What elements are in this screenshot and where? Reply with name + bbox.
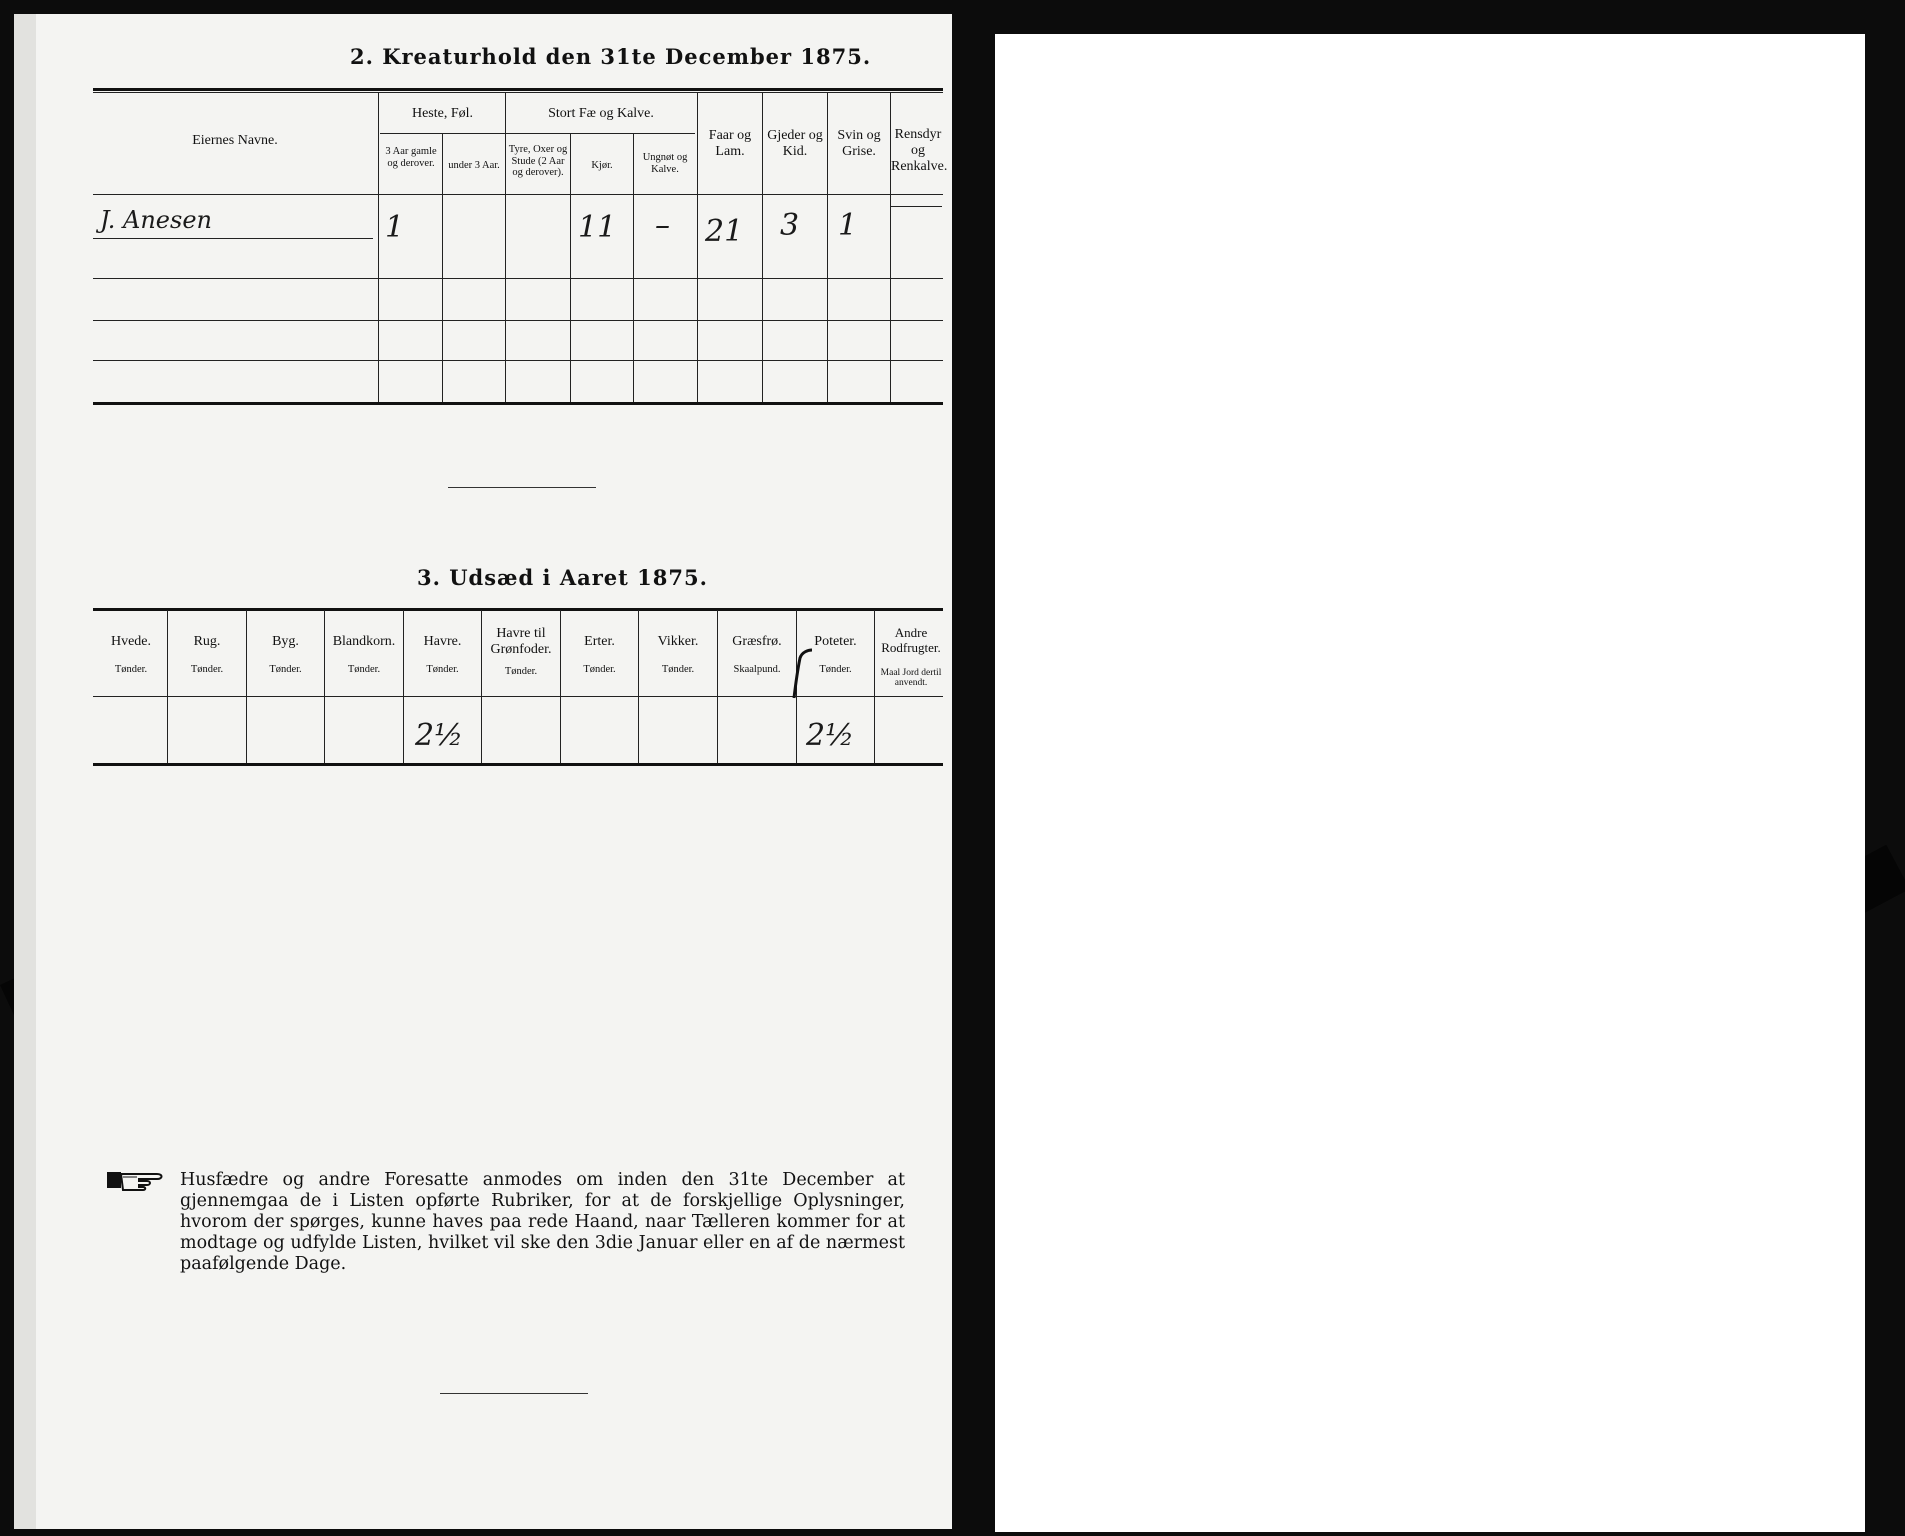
- col-divider: [378, 92, 379, 402]
- col-vikker: Vikker.: [657, 634, 699, 649]
- col-blandkorn-unit: Tønder.: [347, 664, 381, 675]
- havre-value: 2½: [415, 718, 464, 753]
- young-cattle-value: –: [655, 208, 670, 243]
- col-divider: [874, 610, 875, 763]
- table2-top-line-thin: [93, 92, 943, 93]
- header-sheep: Faar og Lam.: [708, 128, 752, 160]
- col-rug: Rug.: [193, 634, 221, 649]
- notice-text: Husfædre og andre Foresatte anmodes om inden den 31te December at gjennemgaa de i Listen opførte Rubriker, for at de forskjellige Oplysninger, hvorom der spørges, kunne haves paa rede Haand, naar Tælleren kommer for at modtage og udfylde Listen, hvilket vil ske den 3die Januar eller en af de nærmest paafølgende Dage.: [180, 1170, 905, 1274]
- col-divider: [717, 610, 718, 763]
- col-divider: [560, 610, 561, 763]
- table3-top-line: [93, 608, 943, 611]
- table2-header-bottom: [93, 194, 943, 195]
- col-divider: [505, 92, 506, 402]
- col-divider: [638, 610, 639, 763]
- cows-value: 11: [578, 210, 617, 245]
- col-havre-gronfoder-unit: Tønder.: [504, 666, 538, 677]
- handwritten-stroke: [786, 646, 816, 706]
- header-cattle-cows: Kjør.: [591, 160, 613, 171]
- header-horses-under3: under 3 Aar.: [448, 160, 500, 171]
- col-divider: [570, 134, 571, 402]
- header-owner: Eiernes Navne.: [192, 133, 278, 148]
- col-blandkorn: Blandkorn.: [332, 634, 396, 649]
- col-hvede-unit: Tønder.: [114, 664, 148, 675]
- table2-row-line: [93, 238, 373, 239]
- col-divider: [403, 610, 404, 763]
- horses-3plus-value: 1: [385, 210, 405, 245]
- pigs-value: 1: [838, 208, 858, 243]
- cattle-sub-line: [505, 133, 695, 134]
- left-page: [14, 14, 952, 1529]
- section3-title: 3. Udsæd i Aaret 1875.: [417, 565, 708, 590]
- col-vikker-unit: Tønder.: [661, 664, 695, 675]
- bottom-divider: [440, 1393, 588, 1394]
- section-divider: [448, 487, 596, 488]
- owner-name-handwritten: J. Anesen: [100, 206, 212, 234]
- table2-row-line: [93, 278, 943, 279]
- col-divider: [827, 92, 828, 402]
- col-erter-unit: Tønder.: [583, 664, 616, 675]
- col-divider: [697, 92, 698, 402]
- col-graesfro-unit: Skaalpund.: [733, 664, 781, 675]
- col-poteter-unit: Tønder.: [819, 664, 852, 675]
- col-byg-unit: Tønder.: [269, 664, 302, 675]
- reindeer-line: [890, 206, 942, 207]
- col-divider: [324, 610, 325, 763]
- sheep-value: 21: [705, 214, 744, 249]
- col-erter: Erter.: [584, 634, 615, 649]
- header-cattle: Stort Fæ og Kalve.: [548, 106, 654, 121]
- col-andre-rodfrugter: Andre Rodfrugter.: [881, 625, 941, 655]
- header-pigs: Svin og Grise.: [837, 128, 881, 160]
- goats-value: 3: [780, 208, 800, 243]
- header-reindeer: Rensdyr og Renkalve.: [891, 127, 948, 175]
- table3-bottom-line: [93, 763, 943, 766]
- header-cattle-bulls: Tyre, Oxer og Stude (2 Aar og derover).: [508, 144, 568, 179]
- col-byg: Byg.: [272, 634, 299, 649]
- table2-row-line: [93, 320, 943, 321]
- table2-top-line: [93, 88, 943, 91]
- col-graesfro: Græsfrø.: [732, 634, 782, 649]
- table2-row-line: [93, 360, 943, 361]
- poteter-value: 2½: [806, 718, 855, 753]
- pointing-hand-icon: [107, 1168, 165, 1192]
- col-hvede: Hvede.: [110, 634, 152, 649]
- col-divider: [442, 134, 443, 402]
- section2-title: 2. Kreaturhold den 31te December 1875.: [350, 44, 872, 69]
- header-horses-3plus: 3 Aar gamle og derover.: [385, 146, 437, 169]
- col-poteter: Poteter.: [814, 634, 857, 649]
- header-cattle-young: Ungnøt og Kalve.: [642, 152, 688, 175]
- col-divider: [481, 610, 482, 763]
- table2-bottom-line: [93, 402, 943, 405]
- header-horses: Heste, Føl.: [411, 106, 474, 121]
- col-havre-unit: Tønder.: [426, 664, 459, 675]
- col-divider: [167, 610, 168, 763]
- col-havre: Havre.: [423, 634, 462, 649]
- col-andre-rodfrugter-unit: Maal Jord dertil anvendt.: [880, 668, 942, 689]
- col-havre-gronfoder: Havre til Grønfoder.: [490, 626, 552, 658]
- col-rug-unit: Tønder.: [190, 664, 224, 675]
- right-page-blank: [995, 34, 1865, 1532]
- col-divider: [246, 610, 247, 763]
- header-goats: Gjeder og Kid.: [767, 128, 823, 160]
- col-divider: [762, 92, 763, 402]
